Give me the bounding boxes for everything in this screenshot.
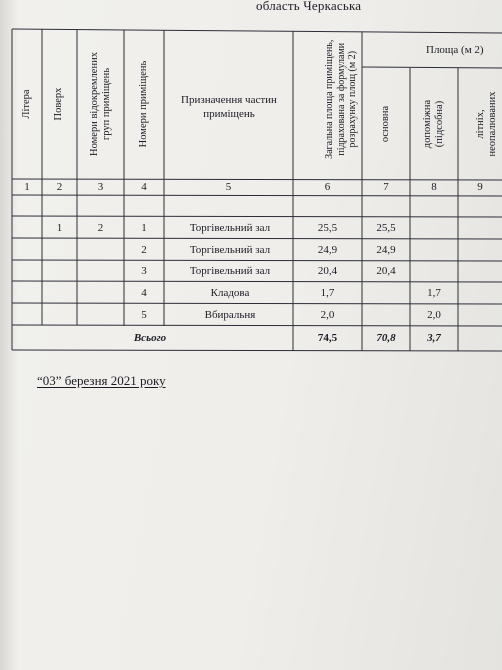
- col-header-purpose-text: Призначення частин приміщень: [181, 94, 277, 120]
- row1-group: 2: [97, 222, 104, 234]
- col-header-groups: [89, 44, 113, 164]
- col-number-5: 5: [225, 181, 232, 193]
- region-title: область Черкаська: [256, 0, 362, 13]
- row4-total: 1,7: [320, 287, 335, 299]
- row3-purpose: Торгівельний зал: [189, 265, 271, 277]
- document-date: “03” березня 2021 року: [37, 373, 166, 388]
- totals-label: Всього: [133, 332, 167, 344]
- col-header-floor: Поверх: [53, 87, 64, 121]
- col-header-total-area-text: Загальна площа приміщень, підрахована за формулами розрахунку площ (м 2): [323, 39, 358, 159]
- col-number-2: 2: [56, 181, 63, 193]
- row1-floor: 1: [56, 222, 63, 234]
- row3-room: 3: [141, 265, 147, 277]
- totals-total: 74,5: [317, 332, 338, 344]
- row4-room: 4: [141, 287, 147, 299]
- col-header-litera: Літера: [21, 89, 32, 119]
- col-header-rooms: Номери приміщень: [138, 60, 149, 148]
- totals-aux: 3,7: [427, 332, 441, 344]
- col-number-7: 7: [383, 181, 389, 193]
- row5-aux: 2,0: [427, 309, 441, 321]
- col-header-summer-text: літніх, неопалюваних: [475, 91, 498, 157]
- col-number-9: 9: [477, 181, 483, 193]
- col-header-groups-text: Номери відокремлених груп приміщень: [89, 52, 112, 156]
- row1-main: 25,5: [376, 222, 396, 234]
- row5-purpose: Вбиральня: [204, 309, 256, 321]
- col-number-1: 1: [24, 181, 30, 193]
- col-header-aux-text: допоміжна (підсобна): [422, 99, 445, 149]
- row3-total: 20,4: [317, 265, 338, 277]
- row2-total: 24,9: [317, 244, 338, 256]
- col-header-aux: [422, 79, 446, 169]
- row5-total: 2,0: [320, 309, 335, 321]
- col-header-purpose: [170, 93, 288, 121]
- row3-main: 20,4: [376, 265, 396, 277]
- col-header-area-group: Площа (м 2): [426, 44, 484, 56]
- row2-purpose: Торгівельний зал: [189, 244, 271, 256]
- col-number-3: 3: [97, 181, 104, 193]
- col-number-8: 8: [431, 181, 437, 193]
- col-header-total-area: [324, 24, 359, 174]
- row2-room: 2: [141, 244, 147, 256]
- row1-room: 1: [141, 222, 147, 234]
- row5-room: 5: [141, 309, 147, 321]
- col-header-summer: [475, 79, 499, 169]
- col-header-main: основна: [380, 105, 391, 143]
- col-number-6: 6: [324, 181, 331, 193]
- row1-total: 25,5: [317, 222, 338, 234]
- col-number-4: 4: [141, 181, 147, 193]
- row2-main: 24,9: [376, 244, 396, 256]
- row4-purpose: Кладова: [210, 287, 250, 299]
- row4-aux: 1,7: [427, 287, 441, 299]
- row1-purpose: Торгівельний зал: [189, 222, 271, 234]
- totals-main: 70,8: [376, 332, 396, 344]
